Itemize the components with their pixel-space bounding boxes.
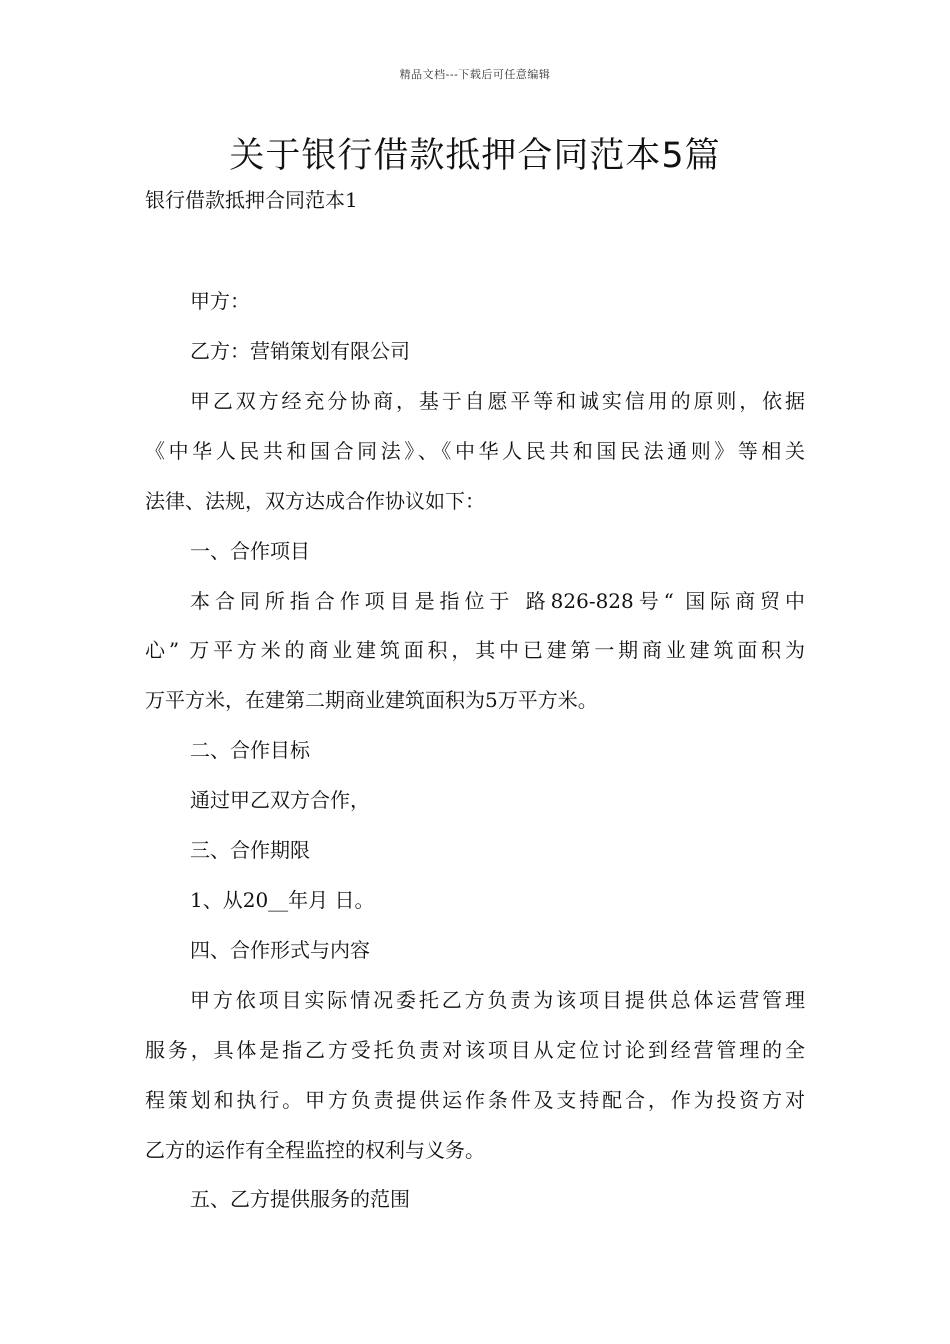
document-title: 关于银行借款抵押合同范本5篇 [229,136,721,176]
section-2-heading: 二、合作目标 [190,738,310,762]
section-1-line-1: 本合同所指合作项目是指位于 路826-828号“ 国际商贸中 [190,589,805,613]
party-a-line: 甲方： [190,289,250,313]
section-4-line-1: 甲方依项目实际情况委托乙方负责为该项目提供总体运营管理 [190,988,805,1012]
intro-line-1: 甲乙双方经充分协商，基于自愿平等和诚实信用的原则，依据 [190,389,805,413]
section-1-line-2: 心” 万平方米的商业建筑面积，其中已建第一期商业建筑面积为 [145,638,805,662]
section-1-line-3: 万平方米，在建第二期商业建筑面积为5万平方米。 [145,688,598,712]
header-note: 精品文档---下载后可任意编辑 [399,68,551,81]
document-subtitle: 银行借款抵押合同范本1 [145,188,358,212]
section-4-line-2: 服务，具体是指乙方受托负责对该项目从定位讨论到经营管理的全 [145,1038,805,1062]
section-4-line-4: 乙方的运作有全程监控的权利与义务。 [145,1138,485,1162]
section-3-heading: 三、合作期限 [190,838,310,862]
section-4-heading: 四、合作形式与内容 [190,938,370,962]
section-5-heading: 五、乙方提供服务的范围 [190,1187,410,1211]
section-3-body: 1、从20__年月 日。 [190,888,375,912]
intro-line-2: 《中华人民共和国合同法》、《中华人民共和国民法通则》等相关 [145,439,805,463]
section-1-heading: 一、合作项目 [190,539,310,563]
section-2-body: 通过甲乙双方合作， [190,788,370,812]
section-4-line-3: 程策划和执行。甲方负责提供运作条件及支持配合，作为投资方对 [145,1088,805,1112]
intro-line-3: 法律、法规，双方达成合作协议如下： [145,489,485,513]
party-b-line: 乙方：营销策划有限公司 [190,339,410,363]
